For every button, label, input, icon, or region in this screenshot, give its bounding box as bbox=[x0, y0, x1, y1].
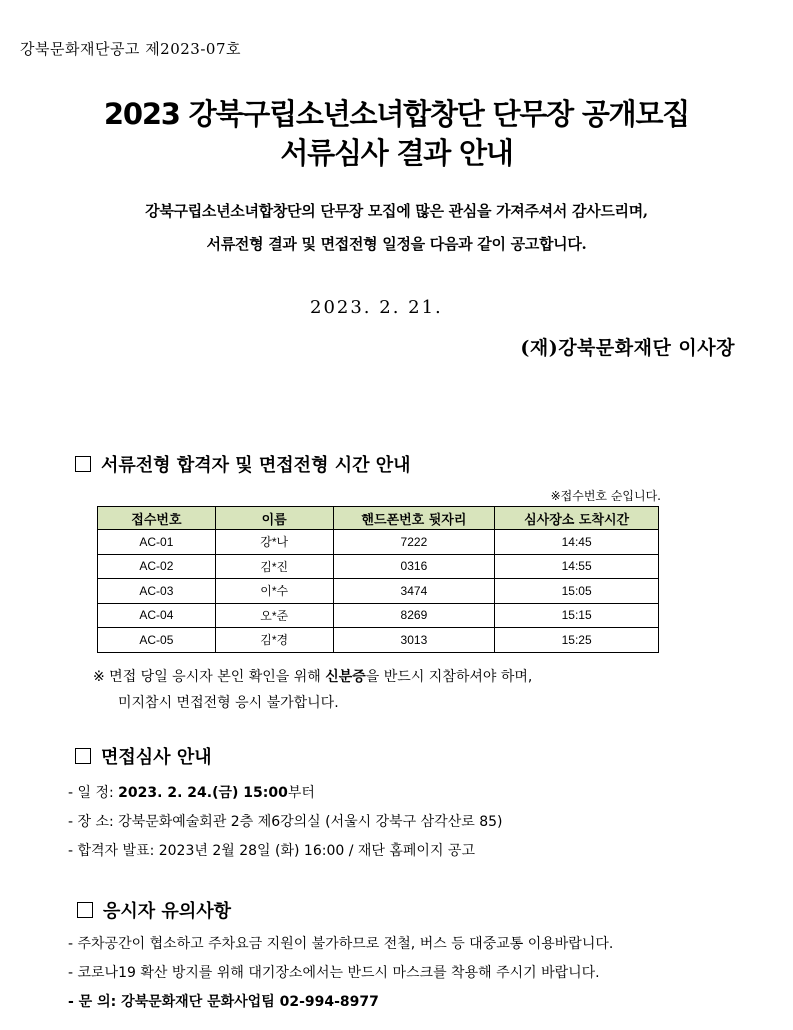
page-subtitle: 서류심사 결과 안내 bbox=[280, 136, 513, 170]
section-heading-text: 응시자 유의사항 bbox=[103, 901, 231, 922]
table-row bbox=[98, 628, 659, 653]
column-header: 핸드폰번호 뒷자리 bbox=[333, 507, 495, 530]
id-warning-line-2: 미지참시 면접전형 응시 불가합니다. bbox=[118, 695, 339, 711]
warning-prefix: ※ 면접 당일 응시자 본인 확인을 위해 bbox=[93, 669, 326, 685]
issuer: (재)강북문화재단 이사장 bbox=[520, 337, 735, 359]
intro-line-1: 강북구립소년소녀합창단의 단무장 모집에 많은 관심을 가져주셔서 감사드리며, bbox=[145, 202, 648, 220]
table-row bbox=[98, 530, 659, 555]
table-cell: 15:15 bbox=[495, 603, 659, 628]
interview-place: - 장 소: 강북문화예술회관 2층 제6강의실 (서울시 강북구 삼각산로 85) bbox=[68, 814, 503, 830]
notice-date: 2023. 2. 21. bbox=[310, 297, 443, 318]
section-heading-text: 면접심사 안내 bbox=[101, 747, 212, 768]
table-cell: AC-01 bbox=[98, 530, 216, 555]
table-cell: 15:25 bbox=[495, 628, 659, 653]
column-header: 심사장소 도착시간 bbox=[495, 507, 659, 530]
table-cell: 15:05 bbox=[495, 579, 659, 604]
table-note: ※접수번호 순입니다. bbox=[550, 489, 661, 503]
table-row bbox=[98, 603, 659, 628]
page-title: 2023 강북구립소년소녀합창단 단무장 공개모집 bbox=[103, 97, 690, 131]
checkbox-icon bbox=[75, 748, 91, 764]
table-cell: AC-04 bbox=[98, 603, 216, 628]
table-cell: 이*수 bbox=[215, 579, 333, 604]
intro-line-2: 서류전형 결과 및 면접전형 일정을 다음과 같이 공고합니다. bbox=[206, 235, 587, 253]
note-parking: - 주차공간이 협소하고 주차요금 지원이 불가하므로 전철, 버스 등 대중교통 이용바랍니다. bbox=[68, 936, 614, 952]
table-cell: AC-05 bbox=[98, 628, 216, 653]
schedule-label: - 일 정: bbox=[68, 785, 119, 801]
schedule-value: 2023. 2. 24.(금) 15:00 bbox=[118, 785, 288, 801]
table-cell: 3013 bbox=[333, 628, 495, 653]
checkbox-icon bbox=[75, 456, 91, 472]
note-mask: - 코로나19 확산 방지를 위해 대기장소에서는 반드시 마스크를 착용해 주시기 바랍니다. bbox=[68, 965, 600, 981]
table-cell: 7222 bbox=[333, 530, 495, 555]
interview-schedule bbox=[68, 782, 315, 802]
result-announcement: - 합격자 발표: 2023년 2월 28일 (화) 16:00 / 재단 홈페이지 공고 bbox=[68, 843, 475, 859]
table-cell: 14:55 bbox=[495, 554, 659, 579]
table-cell: 김*경 bbox=[215, 628, 333, 653]
checkbox-icon bbox=[77, 902, 93, 918]
column-header: 접수번호 bbox=[98, 507, 216, 530]
id-warning-line-1 bbox=[93, 666, 532, 686]
table-cell: 오*준 bbox=[215, 603, 333, 628]
table-cell: 14:45 bbox=[495, 530, 659, 555]
table-cell: AC-02 bbox=[98, 554, 216, 579]
warning-id-card: 신분증 bbox=[325, 669, 366, 685]
section-heading-results bbox=[75, 451, 411, 477]
table-cell: 강*나 bbox=[215, 530, 333, 555]
table-cell: 3474 bbox=[333, 579, 495, 604]
table-header-row bbox=[98, 507, 659, 530]
table-cell: 0316 bbox=[333, 554, 495, 579]
column-header: 이름 bbox=[215, 507, 333, 530]
result-table bbox=[97, 506, 659, 653]
section-heading-notes bbox=[77, 897, 231, 923]
section-heading-text: 서류전형 합격자 및 면접전형 시간 안내 bbox=[101, 455, 411, 476]
table-cell: 김*진 bbox=[215, 554, 333, 579]
table-row bbox=[98, 579, 659, 604]
schedule-suffix: 부터 bbox=[287, 785, 315, 801]
warning-suffix: 을 반드시 지참하셔야 하며, bbox=[365, 669, 533, 685]
table-row bbox=[98, 554, 659, 579]
table-cell: 8269 bbox=[333, 603, 495, 628]
notice-number: 강북문화재단공고 제2023-07호 bbox=[20, 40, 241, 58]
table-cell: AC-03 bbox=[98, 579, 216, 604]
contact-info: - 문 의: 강북문화재단 문화사업팀 02-994-8977 bbox=[68, 994, 379, 1010]
section-heading-interview bbox=[75, 743, 212, 769]
